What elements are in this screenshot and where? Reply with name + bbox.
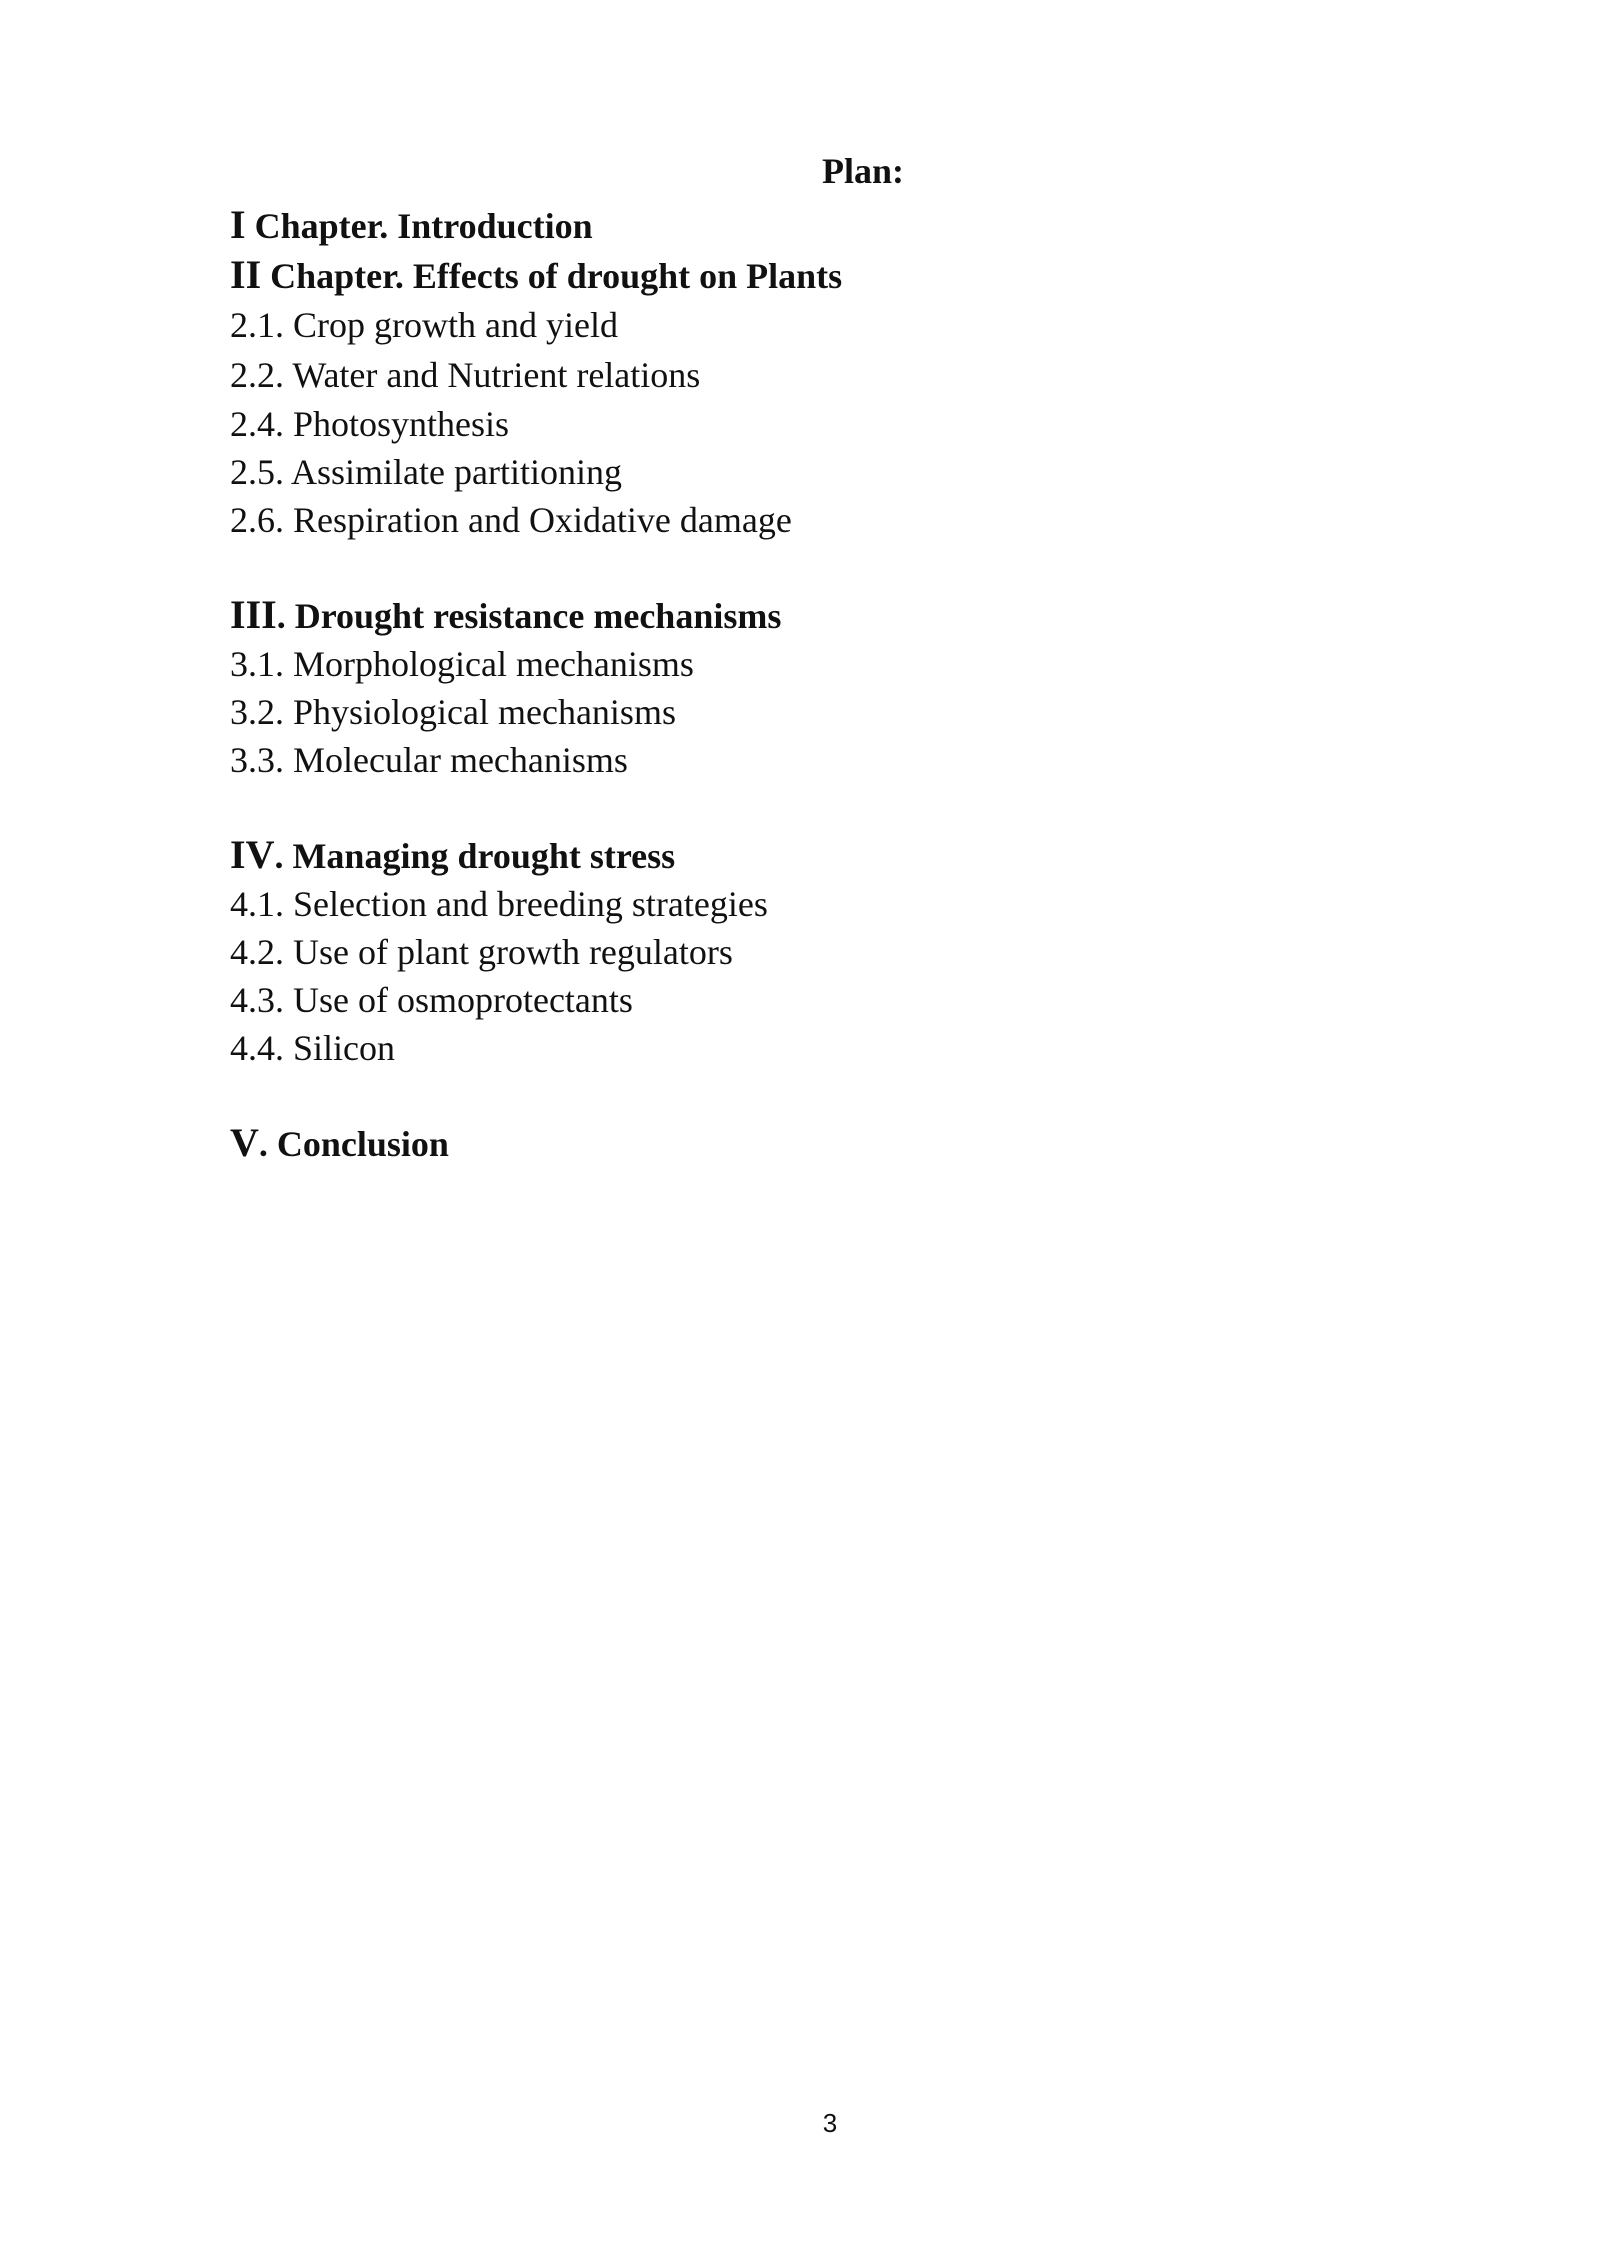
chapter-5-numeral: V	[230, 1120, 259, 1165]
chapter-1-heading	[230, 200, 1430, 250]
section-gap	[230, 1072, 1430, 1118]
chapter-4-title: . Managing drought stress	[274, 836, 676, 876]
chapter-1-numeral: I	[230, 202, 246, 247]
toc-item-3-3: 3.3. Molecular mechanisms	[230, 740, 628, 780]
chapter-2-heading	[230, 250, 1430, 300]
toc-item-4-3: 4.3. Use of osmoprotectants	[230, 980, 633, 1020]
plan-title: Plan:	[822, 151, 905, 191]
toc-item-2-6: 2.6. Respiration and Oxidative damage	[230, 500, 792, 540]
page-number: 3	[822, 2108, 838, 2138]
chapter-5-heading	[230, 1118, 1430, 1168]
chapter-4-numeral: IV	[230, 832, 275, 877]
chapter-3-numeral: III	[230, 592, 277, 637]
toc-item-3-2: 3.2. Physiological mechanisms	[230, 692, 676, 732]
toc-item-4-1: 4.1. Selection and breeding strategies	[230, 884, 768, 924]
chapter-2-title: Chapter. Effects of drought on Plants	[261, 256, 843, 296]
chapter-3-heading	[230, 590, 1430, 640]
toc-item-4-2: 4.2. Use of plant growth regulators	[230, 932, 733, 972]
chapter-3-title: . Drought resistance mechanisms	[276, 596, 782, 636]
toc-item-2-5: 2.5. Assimilate partitioning	[230, 452, 622, 492]
toc-item-4-4: 4.4. Silicon	[230, 1028, 396, 1068]
section-gap	[230, 784, 1430, 830]
chapter-5-title: . Conclusion	[258, 1124, 449, 1164]
chapter-2-numeral: II	[230, 252, 262, 297]
chapter-4-heading	[230, 830, 1430, 880]
toc-item-2-2: 2.2. Water and Nutrient relations	[230, 355, 701, 395]
section-gap	[230, 544, 1430, 590]
toc-item-3-1: 3.1. Morphological mechanisms	[230, 644, 694, 684]
chapter-1-title: Chapter. Introduction	[245, 206, 593, 246]
toc-item-2-1: 2.1. Crop growth and yield	[230, 305, 618, 345]
table-of-contents	[230, 200, 1430, 1168]
toc-item-2-4: 2.4. Photosynthesis	[230, 404, 510, 444]
